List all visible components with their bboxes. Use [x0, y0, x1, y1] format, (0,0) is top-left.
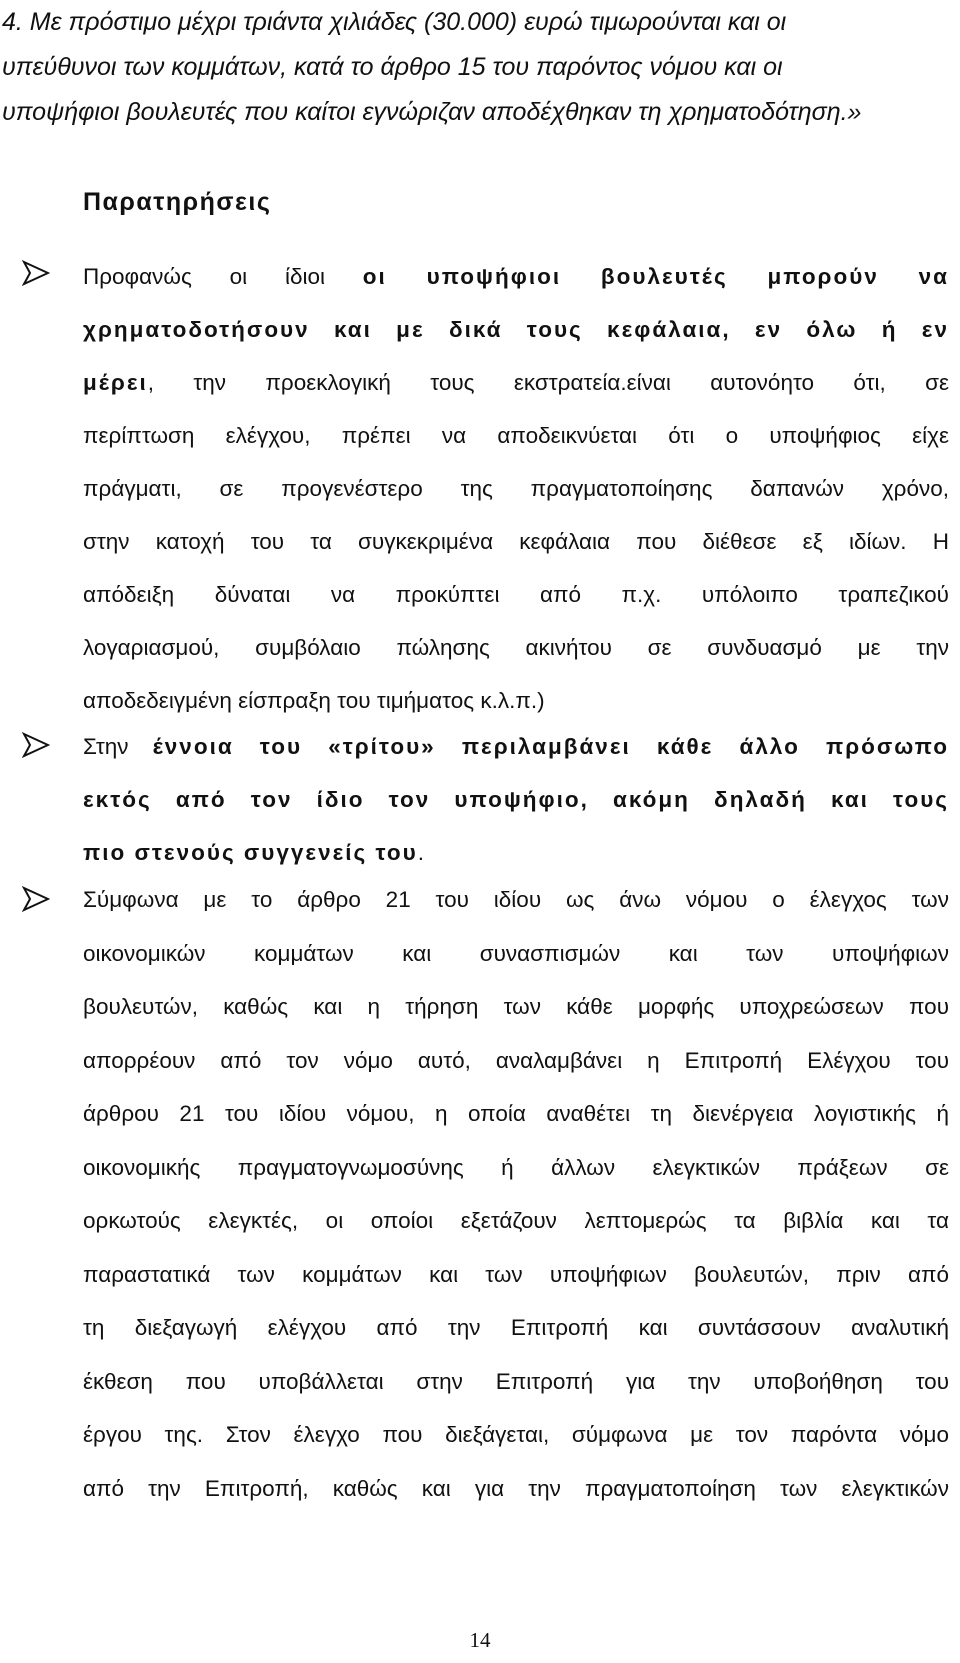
paragraph-line: περίπτωση ελέγχου, πρέπει να αποδεικνύεται ότι ο υποψήφιος είχε	[83, 423, 949, 448]
paragraph-line: άρθρου 21 του ιδίου νόμου, η οποία αναθέτει τη διενέργεια λογιστικής ή	[83, 1101, 949, 1126]
intro-paragraph	[2, 0, 950, 135]
paragraph-line: έργου της. Στον έλεγχο που διεξάγεται, σύμφωνα με τον παρόντα νόμο	[83, 1422, 949, 1447]
paragraph-line: οικονομικών κομμάτων και συνασπισμών και των υποψήφιων	[83, 940, 949, 966]
bold-text-run: μέρει	[83, 370, 148, 395]
text-run: Προφανώς οι ίδιοι	[83, 264, 363, 289]
paragraph-line: Σύμφωνα με το άρθρο 21 του ιδίου ως άνω νόμου ο έλεγχος των	[83, 887, 949, 912]
text-run: , την προεκλογική τους εκστρατεία.είναι αυτονόητο ότι, σε	[147, 370, 949, 395]
paragraph-line: ορκωτούς ελεγκτές, οι οποίοι εξετάζουν λεπτομερώς τα βιβλία και τα	[83, 1208, 949, 1233]
intro-line: υπεύθυνοι των κομμάτων, κατά το άρθρο 15 του παρόντος νόμου και οι	[2, 53, 783, 81]
paragraph-line: απορρέουν από τον νόμο αυτό, αναλαμβάνει η Επιτροπή Ελέγχου του	[83, 1047, 949, 1073]
intro-line: υποψήφιοι βουλευτές που καίτοι εγνώριζαν αποδέχθηκαν τη χρηματοδότηση.»	[2, 98, 862, 126]
paragraph-line: αποδεδειγμένη είσπραξη του τιμήματος κ.λ.π.)	[83, 688, 545, 713]
paragraph-line	[83, 250, 949, 303]
paragraph-line: έκθεση που υποβάλλεται στην Επιτροπή για την υποβοήθηση του	[83, 1368, 949, 1394]
paragraph-line: πράγματι, σε προγενέστερο της πραγματοποίησης δαπανών χρόνο,	[83, 476, 949, 501]
paragraph-line: χρηματοδοτήσουν και με δικά τους κεφάλαια, εν όλω ή εν	[83, 317, 949, 342]
paragraph-line: οικονομικής πραγματογνωμοσύνης ή άλλων ελεγκτικών πράξεων σε	[83, 1154, 949, 1180]
page-number: 14	[469, 1628, 491, 1652]
text-run: Στην	[83, 734, 153, 759]
arrowhead-bullet-icon	[22, 885, 50, 913]
paragraph-line: παραστατικά των κομμάτων και των υποψήφιων βουλευτών, πριν από	[83, 1261, 949, 1287]
paragraph-line: τη διεξαγωγή ελέγχου από την Επιτροπή και συντάσσουν αναλυτική	[83, 1315, 949, 1340]
paragraph-line	[83, 720, 949, 773]
bold-text-run: πιο στενούς συγγενείς του	[83, 840, 418, 865]
paragraph-line: βουλευτών, καθώς και η τήρηση των κάθε μορφής υποχρεώσεων που	[83, 994, 949, 1019]
paragraph-line	[83, 826, 949, 879]
paragraph-line: εκτός από τον ίδιο τον υποψήφιο, ακόμη δηλαδή και τους	[83, 787, 949, 812]
text-run: .	[417, 840, 424, 865]
paragraph-line: λογαριασμού, συμβόλαιο πώλησης ακινήτου σε συνδυασμό με την	[83, 635, 949, 660]
bullet-paragraph-own-funds	[83, 250, 949, 727]
arrowhead-bullet-icon	[22, 259, 50, 287]
paragraph-line	[83, 356, 949, 409]
section-heading: Παρατηρήσεις	[83, 188, 272, 216]
bold-text-run: έννοια του «τρίτου» περιλαμβάνει κάθε άλλο πρόσωπο	[152, 734, 949, 759]
paragraph-line: από την Επιτροπή, καθώς και για την πραγματοποίηση των ελεγκτικών	[83, 1475, 949, 1501]
intro-line: 4. Με πρόστιμο μέχρι τριάντα χιλιάδες (30.000) ευρώ τιμωρούνται και οι	[2, 8, 787, 36]
arrowhead-bullet-icon	[22, 731, 50, 759]
paragraph-line: απόδειξη δύναται να προκύπτει από π.χ. υπόλοιπο τραπεζικού	[83, 582, 949, 607]
bullet-paragraph-third-party	[83, 720, 949, 879]
bullet-paragraph-audit	[83, 873, 949, 1515]
paragraph-line: στην κατοχή του τα συγκεκριμένα κεφάλαια που διέθεσε εξ ιδίων. Η	[83, 529, 949, 554]
bold-text-run: οι υποψήφιοι βουλευτές μπορούν να	[362, 264, 949, 289]
